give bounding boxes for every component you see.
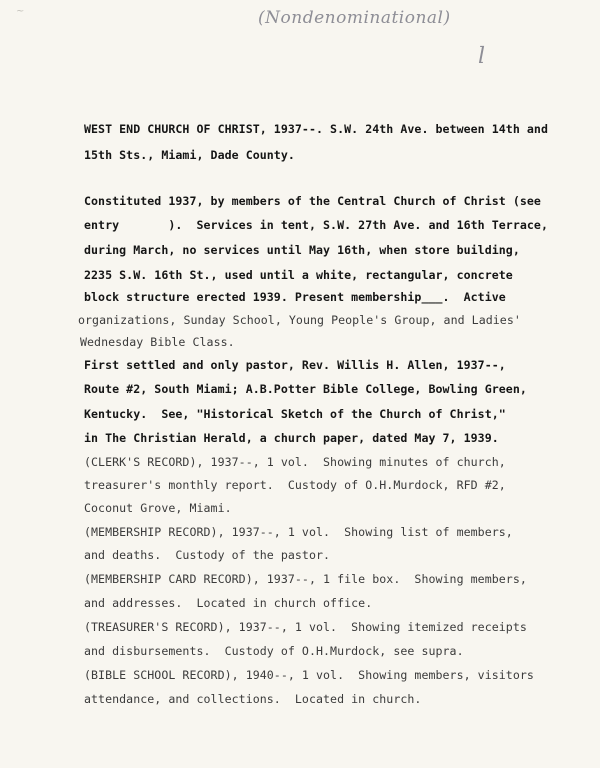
heading-line-2: 15th Sts., Miami, Dade County. xyxy=(84,148,295,162)
text-line-12: Kentucky. See, "Historical Sketch of the Church of Christ," xyxy=(84,407,506,421)
record-line-23: (BIBLE SCHOOL RECORD), 1940--, 1 vol. Showing members, visitors xyxy=(84,668,534,682)
record-line-14: (CLERK'S RECORD), 1937--, 1 vol. Showing minutes of church, xyxy=(84,455,506,469)
text-line-8: organizations, Sunday School, Young People's Group, and Ladies' xyxy=(78,313,521,327)
text-line-5: during March, no services until May 16th, when store building, xyxy=(84,243,520,257)
record-line-19: (MEMBERSHIP CARD RECORD), 1937--, 1 file box. Showing members, xyxy=(84,572,527,586)
record-line-18: and deaths. Custody of the pastor. xyxy=(84,548,331,562)
text-line-13: in The Christian Herald, a church paper, dated May 7, 1939. xyxy=(84,431,499,445)
heading-line-1: WEST END CHURCH OF CHRIST, 1937--. S.W. 24th Ave. between 14th and xyxy=(84,122,548,136)
record-line-21: (TREASURER'S RECORD), 1937--, 1 vol. Showing itemized receipts xyxy=(84,620,527,634)
record-line-16: Coconut Grove, Miami. xyxy=(84,501,232,515)
corner-smudge: ~ xyxy=(16,6,25,17)
text-line-7: block structure erected 1939. Present membership___. Active xyxy=(84,290,506,304)
handwritten-mark: l xyxy=(478,44,486,69)
text-line-4: entry ). Services in tent, S.W. 27th Ave. and 16th Terrace, xyxy=(84,218,548,232)
record-line-17: (MEMBERSHIP RECORD), 1937--, 1 vol. Showing list of members, xyxy=(84,525,513,539)
text-line-10: First settled and only pastor, Rev. Willis H. Allen, 1937--, xyxy=(84,358,506,372)
handwritten-note: (Nondenominational) xyxy=(258,8,451,28)
text-line-9: Wednesday Bible Class. xyxy=(80,335,235,349)
text-line-3: Constituted 1937, by members of the Central Church of Christ (see xyxy=(84,194,541,208)
record-line-20: and addresses. Located in church office. xyxy=(84,596,373,610)
record-line-15: treasurer's monthly report. Custody of O.H.Murdock, RFD #2, xyxy=(84,478,506,492)
text-line-6: 2235 S.W. 16th St., used until a white, rectangular, concrete xyxy=(84,268,513,282)
text-line-11: Route #2, South Miami; A.B.Potter Bible College, Bowling Green, xyxy=(84,382,527,396)
record-line-22: and disbursements. Custody of O.H.Murdock, see supra. xyxy=(84,644,464,658)
record-line-24: attendance, and collections. Located in church. xyxy=(84,692,422,706)
